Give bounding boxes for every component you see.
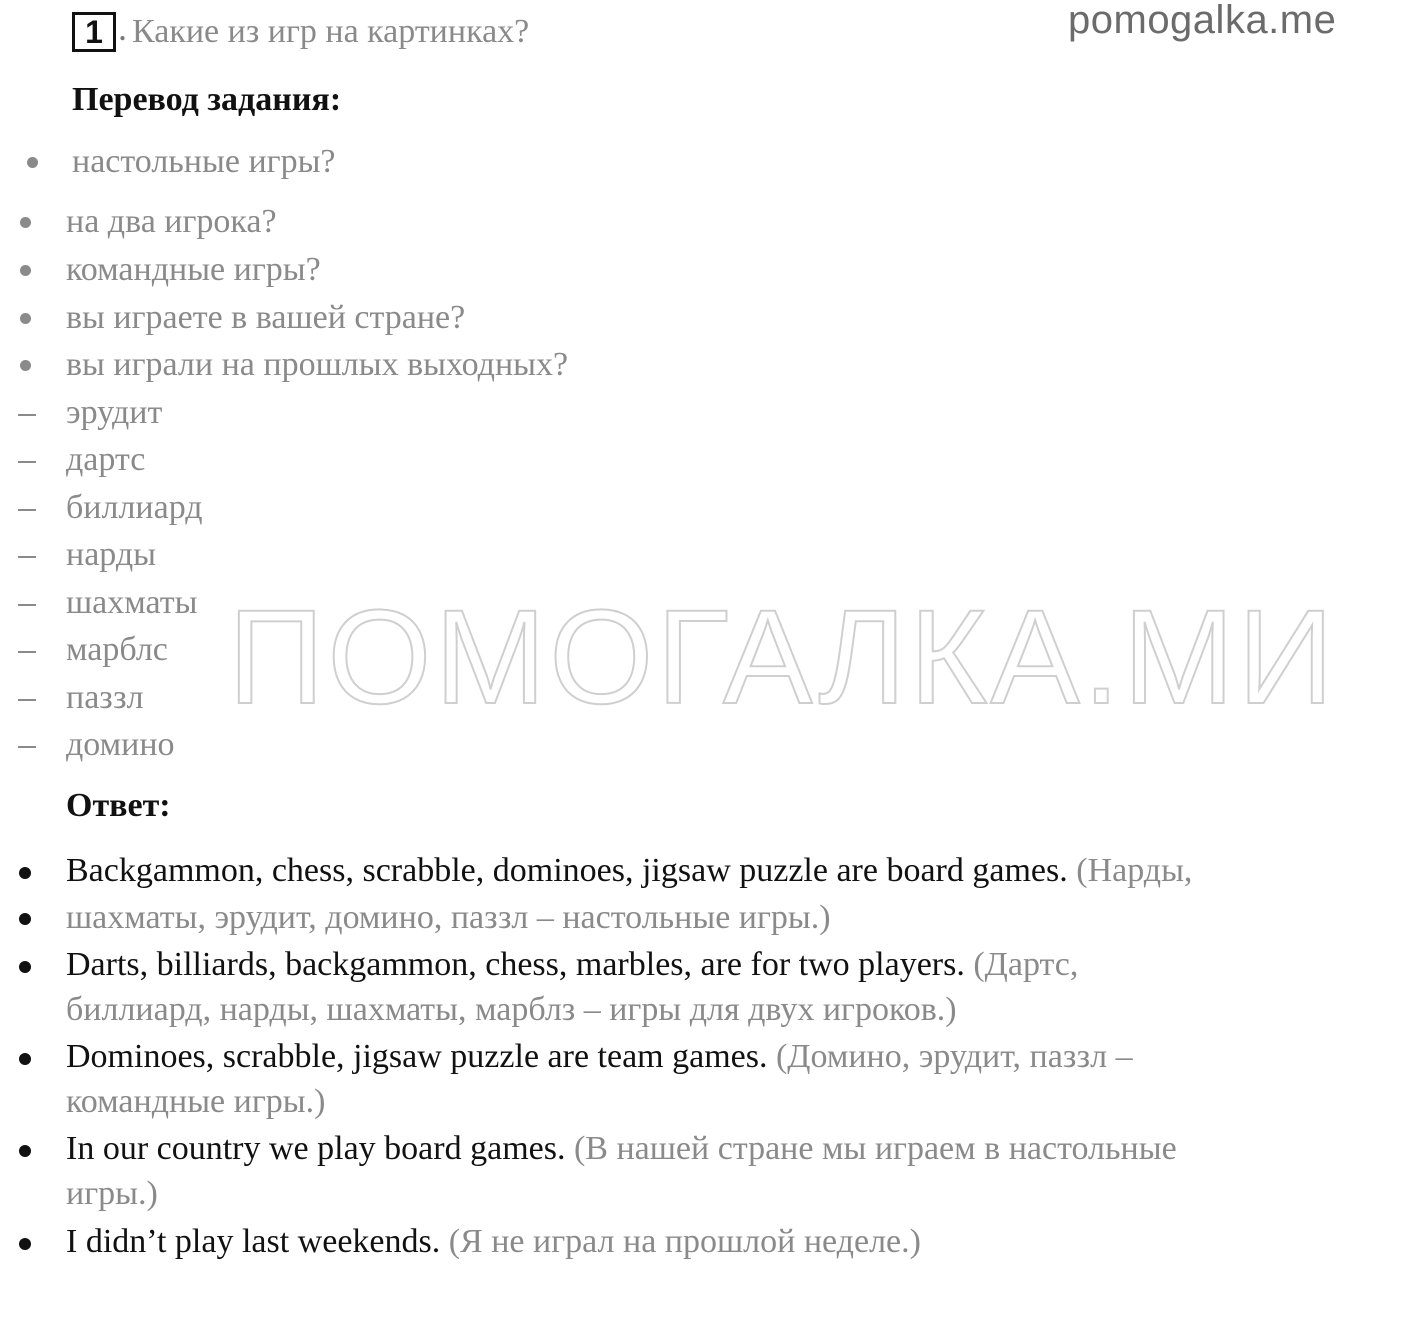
- question-item: командные игры?: [66, 251, 321, 288]
- task-title: Какие из игр на картинках?: [132, 13, 530, 50]
- answer-item: [66, 1037, 1133, 1077]
- dash-icon: [18, 651, 36, 653]
- answer-russian: (В нашей стране мы играем в настольные: [573, 1130, 1177, 1167]
- dash-icon: [18, 746, 36, 748]
- game-item: нарды: [66, 536, 156, 573]
- answer-russian-continuation: биллиард, нарды, шахматы, марблз – игры для двух игроков.): [66, 991, 957, 1028]
- translation-heading: Перевод задания:: [72, 81, 342, 118]
- answer-english: I didn’t play last weekends.: [66, 1223, 441, 1260]
- game-item: шахматы: [66, 584, 198, 621]
- answer-english: Dominoes, scrabble, jigsaw puzzle are team games.: [66, 1038, 768, 1075]
- game-item: эрудит: [66, 394, 163, 431]
- answer-russian: (Дартс,: [973, 946, 1079, 983]
- bullet-icon: [19, 913, 31, 925]
- answer-russian: (Домино, эрудит, паззл –: [775, 1038, 1133, 1075]
- bullet-icon: [20, 313, 31, 324]
- answer-russian-continuation: шахматы, эрудит, домино, паззл – настольные игры.): [66, 899, 831, 936]
- bullet-icon: [20, 265, 31, 276]
- center-watermark: ПОМОГАЛКА.МИ: [228, 583, 1337, 732]
- answer-russian-continuation: командные игры.): [66, 1083, 326, 1120]
- game-item: биллиард: [66, 489, 203, 526]
- task-number-box: 1: [72, 12, 116, 52]
- question-item: настольные игры?: [72, 143, 336, 180]
- dash-icon: [18, 699, 36, 701]
- game-item: паззл: [66, 679, 144, 716]
- answer-item: [66, 851, 1192, 891]
- question-item: вы играли на прошлых выходных?: [66, 346, 569, 383]
- game-item: марблс: [66, 631, 168, 668]
- bullet-icon: [20, 217, 31, 228]
- answer-item: [66, 1129, 1177, 1169]
- game-item: дартс: [66, 441, 146, 478]
- answer-english: Backgammon, chess, scrabble, dominoes, jigsaw puzzle are board games.: [66, 852, 1068, 889]
- dash-icon: [18, 461, 36, 463]
- bullet-icon: [19, 1238, 31, 1250]
- dash-icon: [18, 556, 36, 558]
- answer-english: Darts, billiards, backgammon, chess, marbles, are for two players.: [66, 946, 965, 983]
- bullet-icon: [19, 1145, 31, 1157]
- question-item: на два игрока?: [66, 203, 277, 240]
- bullet-icon: [19, 1053, 31, 1065]
- answer-heading: Ответ:: [66, 787, 171, 824]
- question-item: вы играете в вашей стране?: [66, 299, 466, 336]
- bullet-icon: [19, 867, 31, 879]
- answer-english: In our country we play board games.: [66, 1130, 566, 1167]
- answer-item: [66, 945, 1078, 985]
- dash-icon: [18, 414, 36, 416]
- dash-icon: [18, 509, 36, 511]
- answer-russian: (Я не играл на прошлой неделе.): [448, 1223, 921, 1260]
- game-item: домино: [66, 726, 175, 763]
- site-watermark: pomogalka.me: [1068, 0, 1337, 42]
- answer-russian-continuation: игры.): [66, 1175, 158, 1212]
- answer-russian: (Нарды,: [1076, 852, 1193, 889]
- bullet-icon: [19, 961, 31, 973]
- answer-item: [66, 1222, 921, 1262]
- bullet-icon: [20, 360, 31, 371]
- dash-icon: [18, 604, 36, 606]
- bullet-icon: [27, 157, 38, 168]
- task-number-dot: .: [118, 8, 127, 48]
